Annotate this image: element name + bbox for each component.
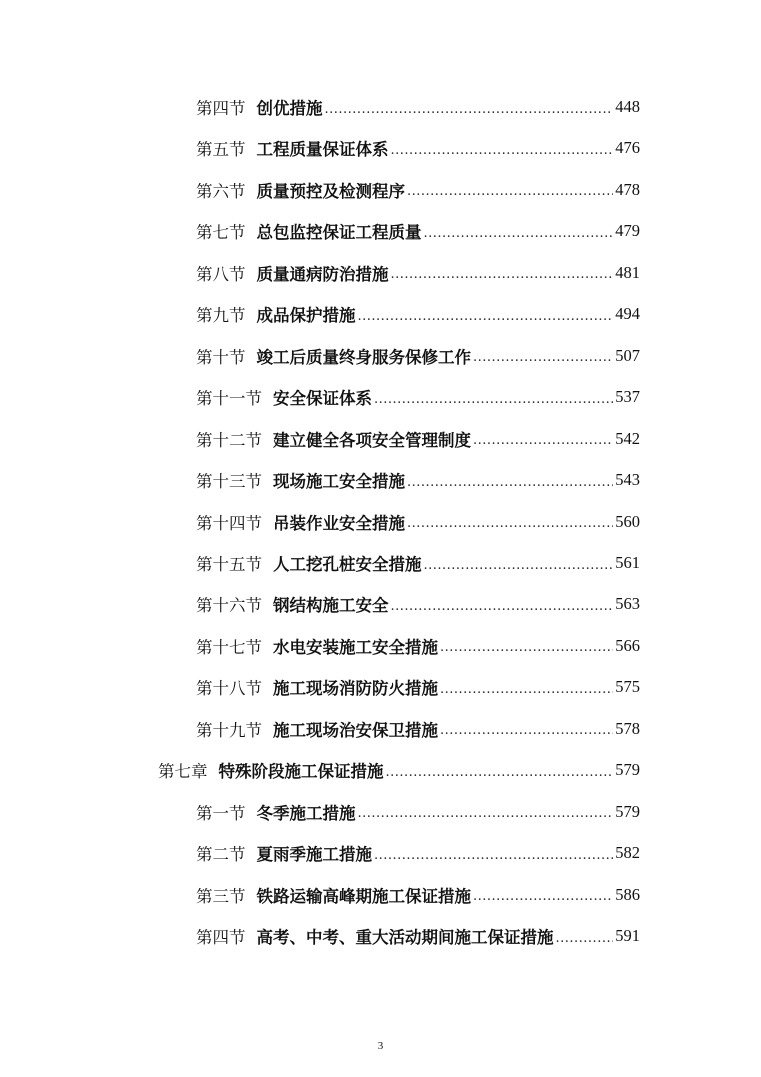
toc-leader-dots bbox=[440, 682, 613, 697]
toc-entry-page: 591 bbox=[615, 926, 640, 945]
toc-leader-dots bbox=[407, 475, 613, 490]
toc-leader-dots bbox=[424, 558, 614, 573]
toc-entry-title: 成品保护措施 bbox=[256, 306, 356, 326]
toc-entry-page: 542 bbox=[615, 428, 640, 448]
toc-section-entry[interactable] bbox=[196, 838, 640, 868]
toc-section-entry[interactable] bbox=[196, 175, 640, 205]
toc-entry-title: 施工现场消防防火措施 bbox=[273, 679, 438, 699]
toc-entry-page: 448 bbox=[615, 97, 640, 116]
toc-leader-dots bbox=[391, 143, 614, 158]
toc-entry-page: 560 bbox=[615, 511, 640, 531]
toc-entry-page: 481 bbox=[615, 262, 640, 282]
toc-entry-title: 夏雨季施工措施 bbox=[256, 845, 372, 865]
toc-entry-number: 第十节 bbox=[196, 347, 246, 367]
toc-entry-title: 吊装作业安全措施 bbox=[273, 513, 405, 533]
toc-leader-dots bbox=[440, 640, 613, 655]
toc-section-entry[interactable] bbox=[196, 92, 640, 122]
toc-section-entry[interactable] bbox=[196, 631, 640, 661]
toc-entry-number: 第十八节 bbox=[196, 679, 262, 699]
toc-entry-page: 582 bbox=[615, 843, 640, 863]
toc-entry-title: 冬季施工措施 bbox=[256, 803, 356, 823]
toc-entry-number: 第十七节 bbox=[196, 637, 262, 657]
toc-leader-dots bbox=[374, 848, 613, 863]
toc-entry-page: 494 bbox=[615, 304, 640, 324]
toc-leader-dots bbox=[424, 226, 614, 241]
toc-entry-number: 第四节 bbox=[196, 928, 246, 947]
toc-entry-title: 现场施工安全措施 bbox=[273, 472, 405, 492]
toc-leader-dots bbox=[391, 267, 614, 282]
toc-entry-page: 575 bbox=[615, 677, 640, 697]
toc-section-entry[interactable] bbox=[196, 589, 640, 619]
toc-entry-number: 第七章 bbox=[158, 762, 208, 782]
toc-section-entry[interactable] bbox=[196, 921, 640, 951]
toc-leader-dots bbox=[386, 765, 614, 780]
toc-entry-number: 第一节 bbox=[196, 803, 246, 823]
toc-entry-page: 566 bbox=[615, 635, 640, 655]
toc-entry-number: 第十六节 bbox=[196, 596, 262, 616]
toc-entry-number: 第十一节 bbox=[196, 389, 262, 409]
toc-section-entry[interactable] bbox=[196, 672, 640, 702]
toc-entry-number: 第十四节 bbox=[196, 513, 262, 533]
toc-section-entry[interactable] bbox=[196, 424, 640, 454]
toc-leader-dots bbox=[556, 931, 614, 946]
toc-entry-number: 第五节 bbox=[196, 140, 246, 160]
toc-entry-number: 第七节 bbox=[196, 223, 246, 243]
toc-entry-page: 578 bbox=[615, 718, 640, 738]
toc-leader-dots bbox=[473, 433, 613, 448]
toc-section-entry[interactable] bbox=[196, 507, 640, 537]
toc-section-entry[interactable] bbox=[196, 382, 640, 412]
toc-leader-dots bbox=[358, 309, 614, 324]
toc-entry-title: 人工挖孔桩安全措施 bbox=[273, 555, 422, 574]
toc-entry-number: 第六节 bbox=[196, 181, 246, 201]
toc-section-entry[interactable] bbox=[196, 880, 640, 910]
toc-entry-page: 537 bbox=[615, 387, 640, 407]
toc-section-entry[interactable] bbox=[196, 133, 640, 163]
toc-entry-page: 476 bbox=[615, 138, 640, 158]
toc-entry-number: 第十五节 bbox=[196, 555, 262, 574]
toc-entry-title: 质量通病防治措施 bbox=[256, 264, 389, 284]
toc-leader-dots bbox=[358, 806, 614, 821]
toc-entry-title: 铁路运输高峰期施工保证措施 bbox=[256, 886, 471, 906]
toc-entry-number: 第十九节 bbox=[196, 720, 262, 740]
toc-entry-title: 工程质量保证体系 bbox=[256, 140, 389, 160]
toc-entry-page: 561 bbox=[615, 553, 640, 572]
toc-entry-page: 479 bbox=[615, 221, 640, 241]
toc-chapter-entry[interactable] bbox=[158, 755, 640, 785]
toc-entry-title: 安全保证体系 bbox=[273, 389, 372, 409]
toc-section-entry[interactable] bbox=[196, 548, 640, 578]
toc-entry-page: 563 bbox=[615, 594, 640, 614]
toc-entry-title: 水电安装施工安全措施 bbox=[273, 637, 438, 657]
toc-entry-title: 总包监控保证工程质量 bbox=[256, 223, 422, 243]
toc-section-entry[interactable] bbox=[196, 465, 640, 495]
toc-entry-number: 第八节 bbox=[196, 264, 246, 284]
toc-entry-title: 钢结构施工安全 bbox=[273, 596, 389, 616]
toc-entry-page: 478 bbox=[615, 179, 640, 199]
toc-leader-dots bbox=[440, 723, 613, 738]
toc-entry-number: 第二节 bbox=[196, 845, 246, 865]
toc-leader-dots bbox=[391, 599, 614, 614]
toc-entry-page: 579 bbox=[615, 760, 640, 780]
toc-entry-title: 创优措施 bbox=[256, 99, 323, 118]
toc-section-entry[interactable] bbox=[196, 797, 640, 827]
toc-entry-number: 第十二节 bbox=[196, 430, 262, 450]
toc-entry-number: 第九节 bbox=[196, 306, 246, 326]
toc-leader-dots bbox=[407, 516, 613, 531]
toc-entry-title: 质量预控及检测程序 bbox=[256, 181, 405, 201]
toc-leader-dots bbox=[374, 392, 613, 407]
toc-leader-dots bbox=[325, 102, 614, 117]
toc-entry-number: 第四节 bbox=[196, 99, 246, 118]
toc-entry-title: 特殊阶段施工保证措施 bbox=[218, 762, 384, 782]
toc-section-entry[interactable] bbox=[196, 299, 640, 329]
toc-entry-title: 建立健全各项安全管理制度 bbox=[273, 430, 471, 450]
toc-section-entry[interactable] bbox=[196, 258, 640, 288]
toc-entry-page: 507 bbox=[615, 345, 640, 365]
toc-entry-page: 543 bbox=[615, 470, 640, 490]
toc-entry-title: 高考、中考、重大活动期间施工保证措施 bbox=[256, 928, 554, 947]
toc-entry-number: 第三节 bbox=[196, 886, 246, 906]
toc-section-entry[interactable] bbox=[196, 216, 640, 246]
toc-leader-dots bbox=[407, 184, 613, 199]
toc-entry-number: 第十三节 bbox=[196, 472, 262, 492]
toc-leader-dots bbox=[473, 350, 613, 365]
page-number: 3 bbox=[377, 1040, 384, 1052]
toc-entry-title: 竣工后质量终身服务保修工作 bbox=[256, 347, 471, 367]
toc-section-entry[interactable] bbox=[196, 714, 640, 744]
toc-entry-page: 579 bbox=[615, 801, 640, 821]
toc-leader-dots bbox=[473, 889, 613, 904]
toc-entry-page: 586 bbox=[615, 884, 640, 904]
toc-entry-title: 施工现场治安保卫措施 bbox=[273, 720, 438, 740]
toc-section-entry[interactable] bbox=[196, 341, 640, 371]
